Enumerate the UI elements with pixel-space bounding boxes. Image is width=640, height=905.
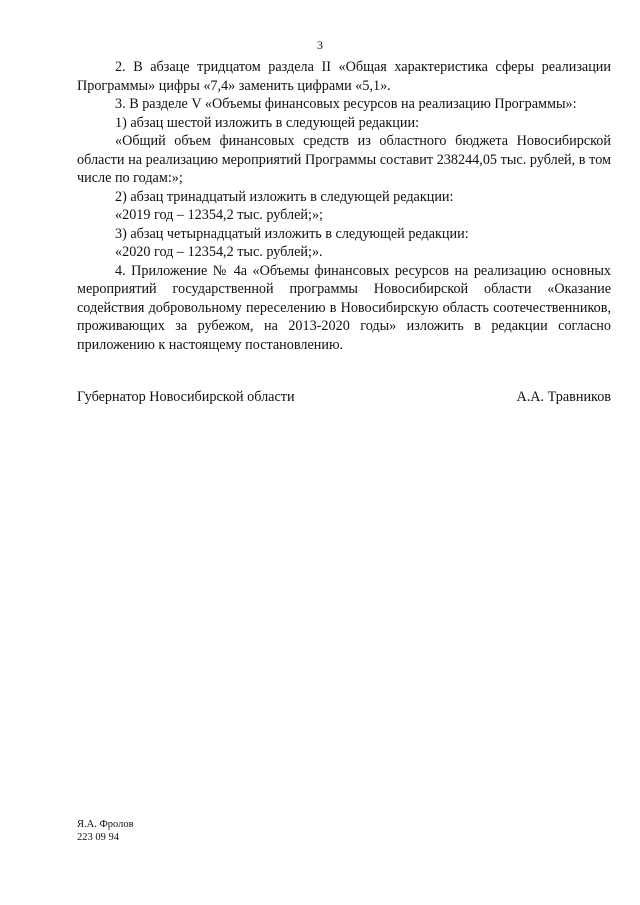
page-number: 3 xyxy=(317,38,323,52)
paragraph-3-3-text: «2020 год – 12354,2 тыс. рублей;». xyxy=(115,244,323,260)
paragraph-4: 4. Приложение № 4а «Объемы финансовых ресурсов на реализацию основных мероприятий государственной программы Новосибирской области «Оказание содействия добровольному переселению в Новосибирскую область соотечественников, проживающих за рубежом, на 2013-2020 годы» изложить в редакции согласно приложению к настоящему постановлению. xyxy=(77,262,611,353)
signature-block xyxy=(77,389,611,406)
paragraph-3: 3. В разделе V «Объемы финансовых ресурсов на реализацию Программы»: xyxy=(115,96,577,112)
paragraph-3-2-text: «2019 год – 12354,2 тыс. рублей;»; xyxy=(115,207,323,223)
paragraph-3-2: 2) абзац тринадцатый изложить в следующей редакции: xyxy=(115,188,454,205)
paragraph-3-1-text: «Общий объем финансовых средств из областного бюджета Новосибирской области на реализацию мероприятий Программы составит 238244,05 тыс. рублей, в том числе по годам:»; xyxy=(77,133,611,186)
signatory-name: А.А. Травников xyxy=(516,389,611,405)
document-body xyxy=(77,58,611,354)
executor-block xyxy=(77,818,134,844)
executor-phone: 223 09 94 xyxy=(77,832,119,843)
paragraph-3-3: 3) абзац четырнадцатый изложить в следующей редакции: xyxy=(115,225,469,242)
paragraph-3-1: 1) абзац шестой изложить в следующей редакции: xyxy=(115,114,420,131)
executor-name: Я.А. Фролов xyxy=(77,819,134,830)
paragraph-2: 2. В абзаце тридцатом раздела II «Общая характеристика сферы реализации Программы» цифры «7,4» заменить цифрами «5,1». xyxy=(77,59,611,94)
signatory-position: Губернатор Новосибирской области xyxy=(77,389,295,405)
